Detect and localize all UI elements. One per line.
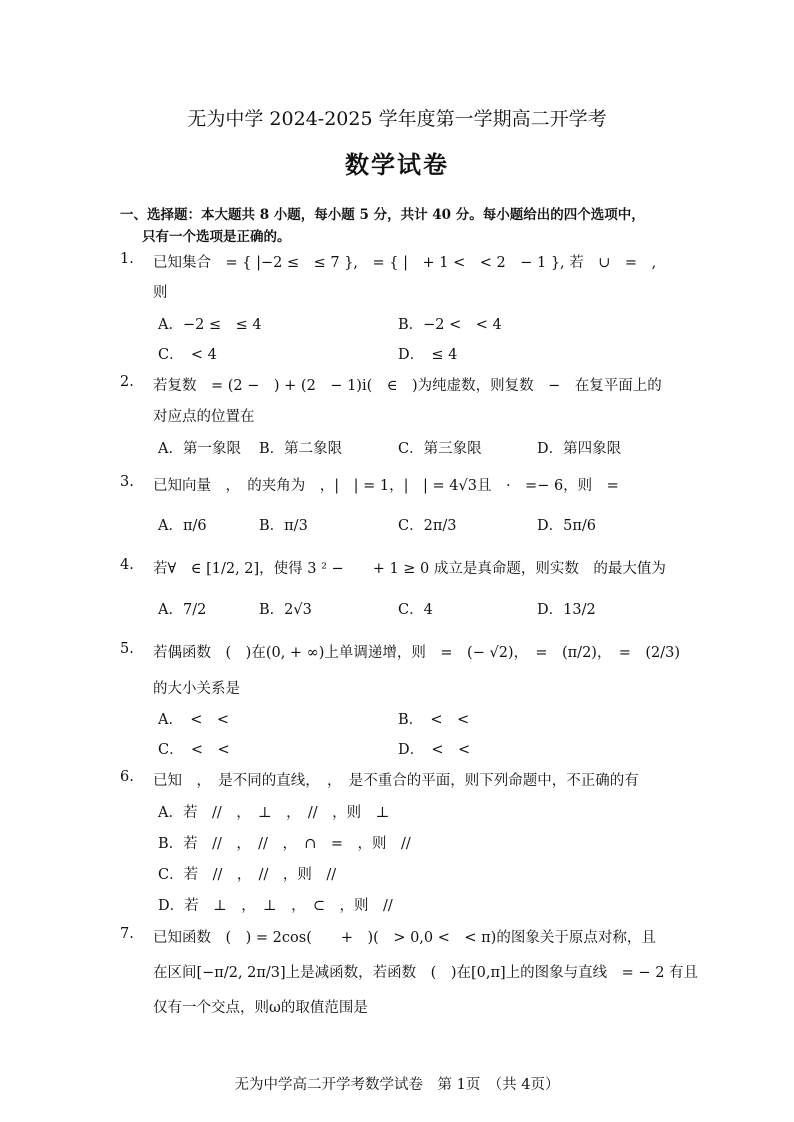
question-5-option-d: D． < < xyxy=(398,742,471,758)
question-7-line-1: 已知函数 ( ) = 2cos( + )( > 0,0 < < π)的图象关于原点对称，且 xyxy=(153,930,656,946)
question-3-option-d: D．5π/6 xyxy=(537,518,596,534)
question-1-option-a: A．−2 ≤ ≤ 4 xyxy=(158,317,262,333)
question-6-number: 6. xyxy=(120,769,134,785)
question-2-option-d: D．第四象限 xyxy=(537,441,622,457)
question-7-line-3: 仅有一个交点，则ω的取值范围是 xyxy=(153,1000,368,1016)
question-3-option-c: C．2π/3 xyxy=(398,518,457,534)
section-heading-line1: 一、选择题：本大题共 8 小题，每小题 5 分，共计 40 分。每小题给出的四个选项中， xyxy=(120,207,645,223)
question-3-number: 3. xyxy=(120,474,134,490)
exam-subtitle: 数学试卷 xyxy=(345,150,449,179)
question-5-option-a: A． < < xyxy=(158,712,230,728)
page-footer: 无为中学高二开学考数学试卷 第 1页 （共 4页） xyxy=(234,1077,560,1093)
question-4-line-1: 若∀ ∈ [1/2, 2]，使得 3 ² − + 1 ≥ 0 成立是真命题，则实数 的最大值为 xyxy=(153,561,666,577)
question-5-option-b: B． < < xyxy=(398,712,470,728)
exam-title: 无为中学 2024-2025 学年度第一学期高二开学考 xyxy=(187,108,607,130)
question-1-option-b: B．−2 < < 4 xyxy=(398,317,502,333)
question-6-option-a: A．若 // ， ⊥ ， // ，则 ⊥ xyxy=(158,805,390,821)
question-1-line-1: 已知集合 = { |−2 ≤ ≤ 7 }, = { | + 1 < < 2 − 1 }, 若 ∪ = , xyxy=(153,255,657,271)
question-6-option-d: D．若 ⊥ ， ⊥ ， ⊂ ，则 // xyxy=(158,898,393,914)
question-5-line-2: 的大小关系是 xyxy=(153,681,240,697)
section-heading-line2: 只有一个选项是正确的。 xyxy=(142,229,291,245)
question-2-option-a: A．第一象限 xyxy=(158,441,241,457)
question-4-option-d: D．13/2 xyxy=(537,602,596,618)
question-1-line-2: 则 xyxy=(153,285,168,301)
question-3-option-a: A．π/6 xyxy=(158,518,207,534)
question-4-number: 4. xyxy=(120,557,134,573)
question-6-line-1: 已知 ， 是不同的直线， ， 是不重合的平面，则下列命题中，不正确的有 xyxy=(153,773,639,789)
question-2-option-c: C．第三象限 xyxy=(398,441,482,457)
question-2-option-b: B．第二象限 xyxy=(259,441,343,457)
question-1-option-d: D． ≤ 4 xyxy=(398,347,458,363)
question-4-option-a: A．7/2 xyxy=(158,602,207,618)
question-4-option-b: B．2√3 xyxy=(259,602,312,618)
question-5-option-c: C． < < xyxy=(158,742,230,758)
question-6-option-c: C．若 // ， // ，则 // xyxy=(158,867,337,883)
question-5-line-1: 若偶函数 ( )在(0, + ∞)上单调递增，则 = (− √2)， = (π/2)， = (2/3) xyxy=(153,645,680,661)
question-4-option-c: C．4 xyxy=(398,602,433,618)
question-3-line-1: 已知向量 ， 的夹角为 ，| | = 1，| | = 4√3且 · =− 6，则 = xyxy=(153,478,619,494)
question-1-number: 1. xyxy=(120,251,134,267)
question-1-option-c: C． < 4 xyxy=(158,347,217,363)
question-5-number: 5. xyxy=(120,641,134,657)
question-2-line-1: 若复数 = (2 − ) + (2 − 1)i( ∈ )为纯虚数，则复数 − 在复平面上的 xyxy=(153,378,662,394)
question-6-option-b: B．若 // ， // ， ∩ = ，则 // xyxy=(158,836,411,852)
question-2-line-2: 对应点的位置在 xyxy=(153,409,255,425)
question-2-number: 2. xyxy=(120,374,134,390)
question-3-option-b: B．π/3 xyxy=(259,518,308,534)
question-7-number: 7. xyxy=(120,926,134,942)
question-7-line-2: 在区间[−π/2, 2π/3]上是减函数，若函数 ( )在[0,π]上的图象与直线 = − 2 有且 xyxy=(153,965,699,981)
